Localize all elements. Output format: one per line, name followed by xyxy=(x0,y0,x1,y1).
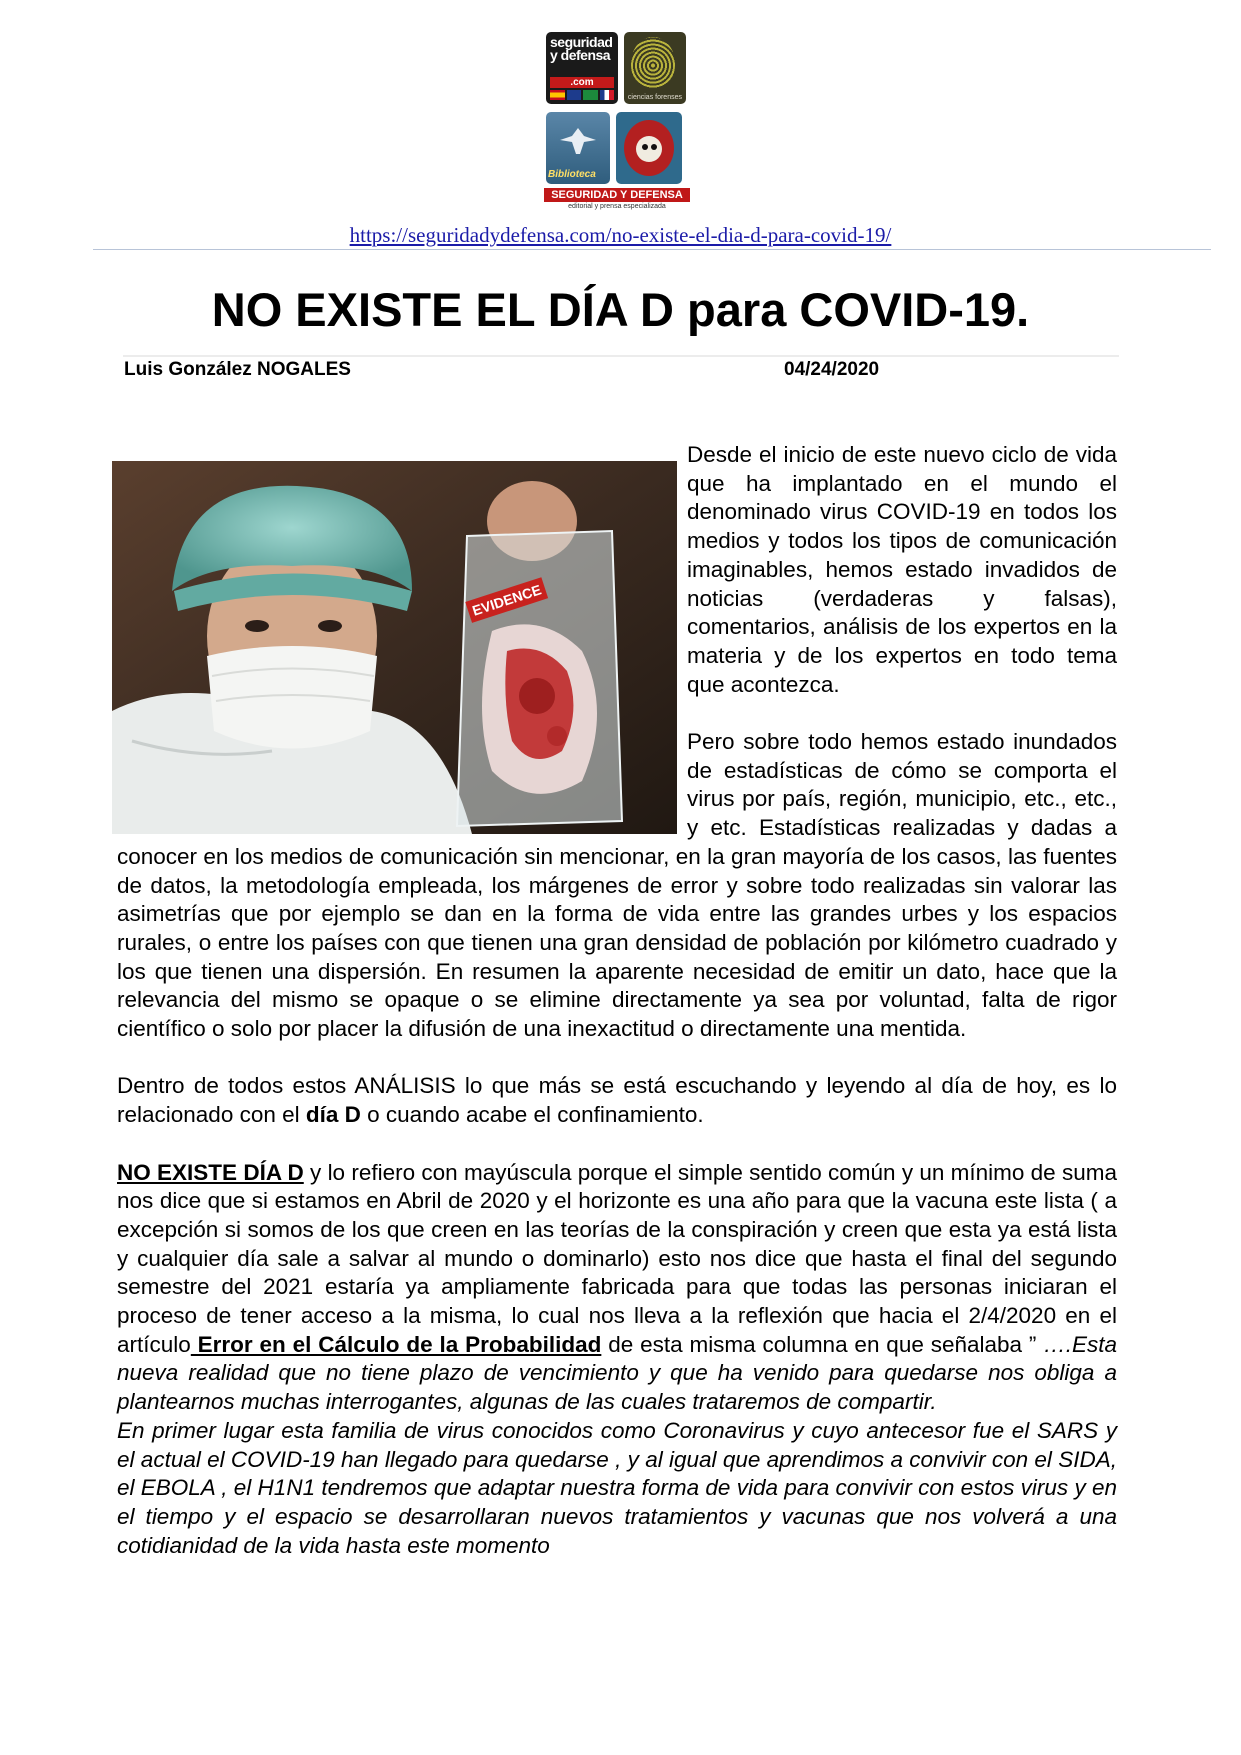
paragraph-4: NO EXISTE DÍA D y lo refiero con mayúscula porque el simple sentido común y un mínimo de suma nos dice que si estamos en Abril de 2020 y el horizonte es una año para que la vacuna este lista ( a excepción si somos de los que creen en las teorías de la conspiración y creen que esta ya está lista y cualquier día sale a salvar al mundo o dominarlo) esto nos dice que hasta el final del segundo semestre del 2021 estaría ya ampliamente fabricada para que todas las personas iniciaran el proceso de tener acceso a la misma, lo cual nos lleva a la reflexión que hacia el 2/4/2020 en el artículo Error en el Cálculo de la Probabilidad de esta misma columna en que señalaba ” ….Esta nueva realidad que no tiene plazo de vencimiento y que ha venido para quedarse nos obliga a plantearnos muchas interrogantes, algunas de las cuales trataremos de compartir. En primer lugar esta familia de virus conocidos como Coronavirus y cuyo antecesor fue el SARS y el actual el COVID-19 han llegado para quedarse , y al igual que aprendimos a convivir con el SIDA, el EBOLA , el H1N1 tendremos que adaptar nuestra forma de vida para convivir con estos virus y en el tiempo y el espacio se desarrollaran nuevos tratamientos y vacunas que nos volverá a una cotidianidad de la vida hasta este momento xyxy=(117,1159,1118,1558)
fingerprint-icon xyxy=(631,37,675,89)
biblioteca-logo: Biblioteca xyxy=(546,112,610,184)
ciencias-forenses-logo: ciencias forenses xyxy=(624,32,686,104)
seguridad-y-defensa-logo: seguridad y defensa .com xyxy=(546,32,618,104)
brand-band: SEGURIDAD Y DEFENSA xyxy=(544,188,690,202)
skull-icon xyxy=(636,136,662,162)
language-flags-icon xyxy=(550,90,614,100)
brand-subtitle: editorial y prensa especializada xyxy=(568,203,666,210)
article-author: Luis González NOGALES xyxy=(124,359,351,380)
source-url xyxy=(0,223,1241,247)
skull-badge-logo xyxy=(616,112,682,184)
article-date: 04/24/2020 xyxy=(784,359,880,380)
paragraph-3: Dentro de todos estos ANÁLISIS lo que más se está escuchando y leyendo al día de hoy, es lo relacionado con el día D o cuando acabe el confinamiento. xyxy=(117,1073,1117,1128)
logo-group xyxy=(546,32,694,212)
eagle-icon xyxy=(558,126,598,158)
article-url-link[interactable]: https://seguridadydefensa.com/no-existe-el-dia-d-para-covid-19/ xyxy=(349,223,892,247)
svg-text:EVIDENCE: EVIDENCE xyxy=(470,581,544,619)
error-calculo-probabilidad-link[interactable]: Error en el Cálculo de la Probabilidad xyxy=(190,1331,602,1357)
header-divider xyxy=(93,249,1211,250)
article-body xyxy=(117,441,1117,1560)
article-title: NO EXISTE EL DÍA D para COVID-19. xyxy=(211,283,1030,336)
paragraph-2: Pero sobre todo hemos estado inundados de estadísticas de cómo se comporta el virus por país, región, municipio, etc., etc., y etc. Estadísticas realizadas y dadas a conocer en los medios de comunicación sin mencionar, en la gran mayoría de los casos, las fuentes de datos, la metodología empleada, los márgenes de error y sobre todo realizadas sin valorar las asimetrías que por ejemplo se dan en la forma de vida entre las grandes urbes y los espacios rurales, o entre los países con que tienen una gran densidad de población por kilómetro cuadrado y los que tienen una dispersión. En resumen la aparente necesidad de emitir un dato, hace que la relevancia del mismo se opaque o se elimine directamente ya sea por voluntad, falta de rigor científico o solo por placer la difusión de una inexactitud o directamente una mentida. xyxy=(117,729,1117,1042)
paragraph-1: Desde el inicio de este nuevo ciclo de vida que ha implantado en el mundo el denominado virus COVID-19 en todos los medios y todos los tipos de comunicación imaginables, hemos estado invadidos de noticias (verdaderas y falsas), comentarios, análisis de los expertos en la materia y de los expertos en todo tema que acontezca. xyxy=(687,442,1117,697)
no-existe-dia-d-heading: NO EXISTE DÍA D xyxy=(117,1159,304,1185)
title-divider xyxy=(123,355,1119,357)
